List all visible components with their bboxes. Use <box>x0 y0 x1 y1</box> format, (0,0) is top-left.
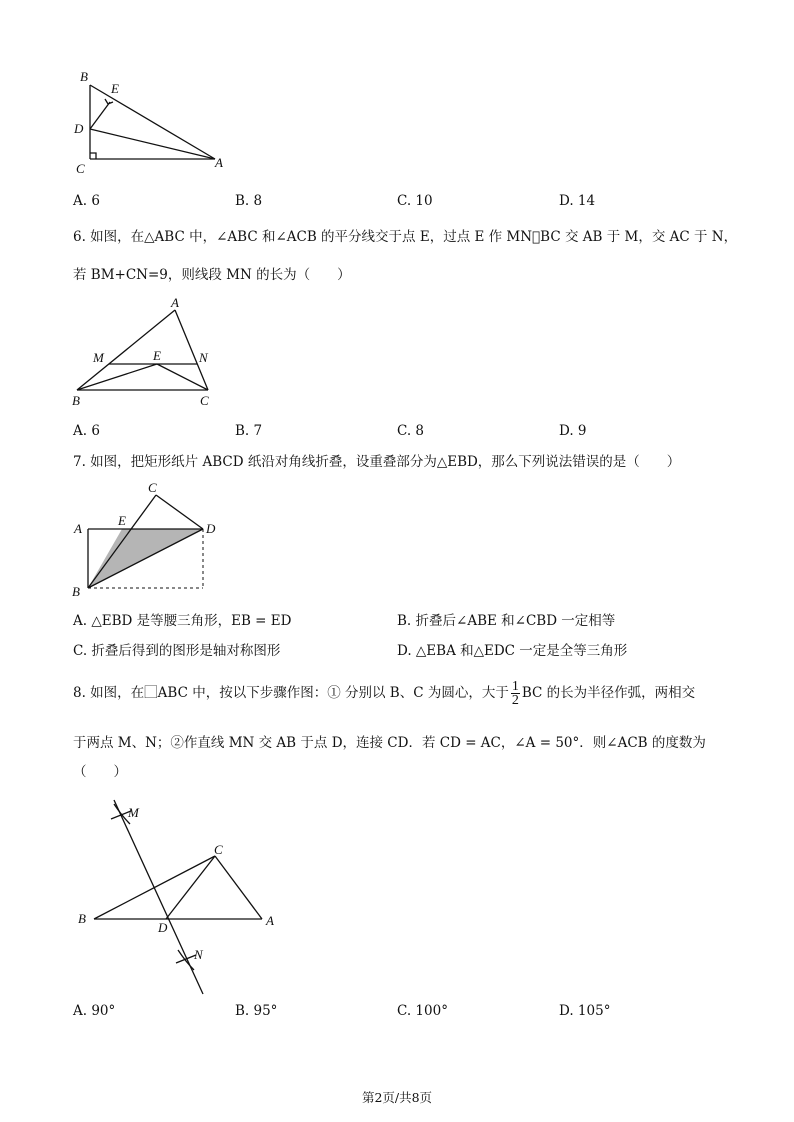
q8-label-A: A <box>266 913 274 928</box>
q7-label-C: C <box>148 480 157 495</box>
q8-option-d[interactable]: D. 105° <box>559 1003 611 1019</box>
fraction-denominator: 2 <box>511 693 519 708</box>
q6-option-c[interactable]: C. 8 <box>397 423 425 439</box>
q5-option-a[interactable]: A. 6 <box>73 193 100 209</box>
q7-option-c[interactable]: C. 折叠后得到的图形是轴对称图形 <box>73 643 281 659</box>
q8-option-b[interactable]: B. 95° <box>235 1003 278 1019</box>
q8-label-M: M <box>128 805 139 820</box>
fraction-numerator: 1 <box>511 679 519 694</box>
q7-label-D: D <box>206 521 216 536</box>
q5-option-c[interactable]: C. 10 <box>397 193 433 209</box>
q6-label-C: C <box>200 393 209 408</box>
q8-stem-line3: （ ） <box>73 764 127 780</box>
q7-option-b[interactable]: B. 折叠后∠ABE 和∠CBD 一定相等 <box>397 613 616 629</box>
q8-label-B: B <box>78 911 86 926</box>
q6-label-M: M <box>93 350 104 365</box>
q7-figure <box>62 478 232 600</box>
q7-label-E: E <box>118 513 126 528</box>
q7-option-a[interactable]: A. △EBD 是等腰三角形，EB = ED <box>73 613 292 629</box>
q6-label-A: A <box>171 296 179 310</box>
q7-label-B: B <box>72 584 80 599</box>
q5-label-D: D <box>74 121 84 136</box>
q6-label-B: B <box>72 393 80 408</box>
q5-figure <box>60 62 240 182</box>
q8-stem-line1-after: BC 的长为半径作弧，两相交 <box>521 685 696 701</box>
q7-stem: 7. 如图，把矩形纸片 ABCD 纸沿对角线折叠，设重叠部分为△EBD，那么下列说法错误的是（ ） <box>73 454 681 470</box>
q8-stem-line1 <box>73 680 695 707</box>
q8-stem-line2: 于两点 M、N；②作直线 MN 交 AB 于点 D，连接 CD．若 CD = AC，∠A = 50°．则∠ACB 的度数为 <box>73 735 706 751</box>
q8-figure <box>70 790 290 1000</box>
q6-option-a[interactable]: A. 6 <box>73 423 100 439</box>
q6-option-d[interactable]: D. 9 <box>559 423 587 439</box>
q8-label-N: N <box>194 947 203 962</box>
q5-option-b[interactable]: B. 8 <box>235 193 263 209</box>
q6-stem-line1: 6. 如图，在△ABC 中，∠ABC 和∠ACB 的平分线交于点 E，过点 E 作 MN⃞BC 交 AB 于 M，交 AC 于 N， <box>73 229 738 245</box>
q6-label-E: E <box>153 348 161 363</box>
q5-label-A: A <box>215 155 223 170</box>
q6-option-b[interactable]: B. 7 <box>235 423 263 439</box>
page-footer: 第2页/共8页 <box>361 1090 433 1105</box>
q8-label-C: C <box>214 842 223 857</box>
q7-label-A: A <box>74 521 82 536</box>
q6-figure <box>62 296 232 411</box>
q5-label-E: E <box>111 81 119 96</box>
q5-option-d[interactable]: D. 14 <box>559 193 596 209</box>
q5-label-B: B <box>80 69 88 84</box>
one-half-fraction <box>511 680 520 707</box>
q8-option-c[interactable]: C. 100° <box>397 1003 448 1019</box>
q7-option-d[interactable]: D. △EBA 和△EDC 一定是全等三角形 <box>397 643 628 659</box>
q5-label-C: C <box>76 161 85 176</box>
q6-stem-line2: 若 BM+CN=9，则线段 MN 的长为（ ） <box>73 267 351 283</box>
q6-label-N: N <box>199 350 208 365</box>
q8-stem-line1-before: 8. 如图，在⃞ABC 中，按以下步骤作图：① 分别以 B、C 为圆心，大于 <box>73 685 509 701</box>
q8-option-a[interactable]: A. 90° <box>73 1003 116 1019</box>
q8-label-D: D <box>158 920 168 935</box>
